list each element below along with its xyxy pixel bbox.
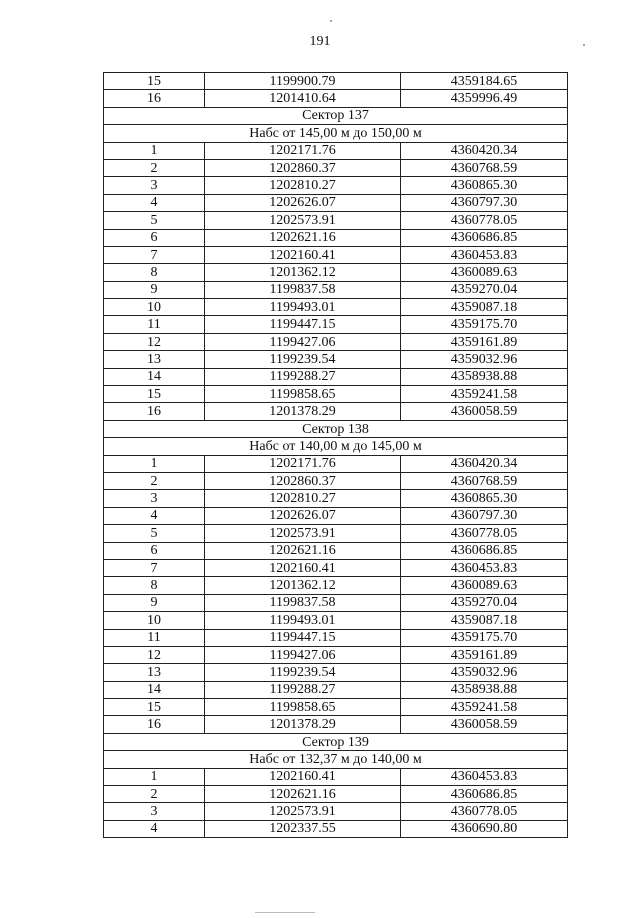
- sector-header-text: Набс от 140,00 м до 145,00 м: [104, 438, 568, 455]
- table-row: [104, 699, 568, 716]
- point-number: 3: [104, 177, 205, 194]
- point-number: 14: [104, 368, 205, 385]
- y-coordinate: 4360768.59: [401, 472, 568, 489]
- table-row: [104, 299, 568, 316]
- table-row: [104, 507, 568, 524]
- point-number: 3: [104, 803, 205, 820]
- point-number: 1: [104, 455, 205, 472]
- table-row: [104, 194, 568, 211]
- point-number: 2: [104, 472, 205, 489]
- sector-header-text: Сектор 137: [104, 107, 568, 124]
- point-number: 13: [104, 664, 205, 681]
- y-coordinate: 4360778.05: [401, 803, 568, 820]
- table-row: [104, 90, 568, 107]
- y-coordinate: 4359032.96: [401, 664, 568, 681]
- point-number: 10: [104, 299, 205, 316]
- point-number: 4: [104, 194, 205, 211]
- point-number: 2: [104, 786, 205, 803]
- sector-header-row: [104, 107, 568, 124]
- point-number: 12: [104, 333, 205, 350]
- y-coordinate: 4360690.80: [401, 820, 568, 837]
- x-coordinate: 1202160.41: [205, 246, 401, 263]
- point-number: 16: [104, 403, 205, 420]
- y-coordinate: 4360420.34: [401, 142, 568, 159]
- x-coordinate: 1202621.16: [205, 229, 401, 246]
- y-coordinate: 4359996.49: [401, 90, 568, 107]
- x-coordinate: 1202810.27: [205, 490, 401, 507]
- y-coordinate: 4360453.83: [401, 246, 568, 263]
- y-coordinate: 4359270.04: [401, 281, 568, 298]
- sector-header-text: Набс от 132,37 м до 140,00 м: [104, 751, 568, 768]
- x-coordinate: 1201378.29: [205, 716, 401, 733]
- table-row: [104, 768, 568, 785]
- y-coordinate: 4359270.04: [401, 594, 568, 611]
- y-coordinate: 4360058.59: [401, 403, 568, 420]
- y-coordinate: 4360089.63: [401, 264, 568, 281]
- table-row: [104, 177, 568, 194]
- y-coordinate: 4360865.30: [401, 177, 568, 194]
- point-number: 15: [104, 386, 205, 403]
- table-row: [104, 386, 568, 403]
- y-coordinate: 4360768.59: [401, 159, 568, 176]
- point-number: 5: [104, 212, 205, 229]
- table-row: [104, 559, 568, 576]
- point-number: 7: [104, 246, 205, 263]
- y-coordinate: 4360089.63: [401, 577, 568, 594]
- table-row: [104, 229, 568, 246]
- point-number: 13: [104, 351, 205, 368]
- y-coordinate: 4359241.58: [401, 386, 568, 403]
- point-number: 4: [104, 820, 205, 837]
- y-coordinate: 4360453.83: [401, 768, 568, 785]
- x-coordinate: 1199288.27: [205, 368, 401, 385]
- x-coordinate: 1201362.12: [205, 264, 401, 281]
- point-number: 9: [104, 281, 205, 298]
- y-coordinate: 4360686.85: [401, 786, 568, 803]
- y-coordinate: 4359032.96: [401, 351, 568, 368]
- point-number: 6: [104, 542, 205, 559]
- point-number: 15: [104, 73, 205, 90]
- x-coordinate: 1201362.12: [205, 577, 401, 594]
- table-row: [104, 403, 568, 420]
- x-coordinate: 1199493.01: [205, 612, 401, 629]
- page-number: 191: [309, 34, 331, 49]
- table-row: [104, 612, 568, 629]
- x-coordinate: 1201410.64: [205, 90, 401, 107]
- point-number: 16: [104, 90, 205, 107]
- point-number: 16: [104, 716, 205, 733]
- x-coordinate: 1199288.27: [205, 681, 401, 698]
- y-coordinate: 4359161.89: [401, 646, 568, 663]
- y-coordinate: 4360778.05: [401, 212, 568, 229]
- y-coordinate: 4359175.70: [401, 629, 568, 646]
- point-number: 5: [104, 525, 205, 542]
- y-coordinate: 4359161.89: [401, 333, 568, 350]
- x-coordinate: 1199239.54: [205, 664, 401, 681]
- x-coordinate: 1199900.79: [205, 73, 401, 90]
- sector-header-row: [104, 420, 568, 437]
- table-row: [104, 786, 568, 803]
- table-row: [104, 594, 568, 611]
- table-row: [104, 264, 568, 281]
- sector-header-text: Сектор 139: [104, 733, 568, 750]
- x-coordinate: 1202160.41: [205, 768, 401, 785]
- scan-speck: [255, 912, 315, 913]
- x-coordinate: 1201378.29: [205, 403, 401, 420]
- x-coordinate: 1202626.07: [205, 194, 401, 211]
- y-coordinate: 4360686.85: [401, 542, 568, 559]
- scan-speck: [583, 44, 585, 46]
- table-row: [104, 716, 568, 733]
- sector-header-row: [104, 125, 568, 142]
- y-coordinate: 4360453.83: [401, 559, 568, 576]
- x-coordinate: 1202621.16: [205, 542, 401, 559]
- table-row: [104, 525, 568, 542]
- point-number: 6: [104, 229, 205, 246]
- x-coordinate: 1199837.58: [205, 281, 401, 298]
- point-number: 2: [104, 159, 205, 176]
- point-number: 8: [104, 264, 205, 281]
- table-row: [104, 577, 568, 594]
- table-row: [104, 281, 568, 298]
- coordinates-table-body: [104, 73, 568, 838]
- table-row: [104, 316, 568, 333]
- x-coordinate: 1202626.07: [205, 507, 401, 524]
- table-row: [104, 73, 568, 90]
- x-coordinate: 1202573.91: [205, 212, 401, 229]
- table-row: [104, 803, 568, 820]
- y-coordinate: 4360797.30: [401, 194, 568, 211]
- x-coordinate: 1199447.15: [205, 316, 401, 333]
- table-row: [104, 472, 568, 489]
- y-coordinate: 4360420.34: [401, 455, 568, 472]
- x-coordinate: 1202337.55: [205, 820, 401, 837]
- point-number: 11: [104, 629, 205, 646]
- table-row: [104, 351, 568, 368]
- y-coordinate: 4359184.65: [401, 73, 568, 90]
- y-coordinate: 4360058.59: [401, 716, 568, 733]
- table-row: [104, 820, 568, 837]
- x-coordinate: 1199427.06: [205, 646, 401, 663]
- y-coordinate: 4360778.05: [401, 525, 568, 542]
- table-row: [104, 212, 568, 229]
- point-number: 11: [104, 316, 205, 333]
- x-coordinate: 1202573.91: [205, 803, 401, 820]
- x-coordinate: 1199858.65: [205, 699, 401, 716]
- x-coordinate: 1199837.58: [205, 594, 401, 611]
- y-coordinate: 4360865.30: [401, 490, 568, 507]
- table-row: [104, 681, 568, 698]
- x-coordinate: 1199239.54: [205, 351, 401, 368]
- x-coordinate: 1199447.15: [205, 629, 401, 646]
- x-coordinate: 1202171.76: [205, 142, 401, 159]
- sector-header-row: [104, 438, 568, 455]
- sector-header-row: [104, 733, 568, 750]
- table-row: [104, 368, 568, 385]
- y-coordinate: 4360686.85: [401, 229, 568, 246]
- table-row: [104, 664, 568, 681]
- y-coordinate: 4358938.88: [401, 681, 568, 698]
- x-coordinate: 1199493.01: [205, 299, 401, 316]
- x-coordinate: 1199427.06: [205, 333, 401, 350]
- y-coordinate: 4359175.70: [401, 316, 568, 333]
- y-coordinate: 4359087.18: [401, 612, 568, 629]
- point-number: 4: [104, 507, 205, 524]
- y-coordinate: 4359241.58: [401, 699, 568, 716]
- table-row: [104, 629, 568, 646]
- sector-header-text: Набс от 145,00 м до 150,00 м: [104, 125, 568, 142]
- x-coordinate: 1202860.37: [205, 472, 401, 489]
- point-number: 1: [104, 142, 205, 159]
- point-number: 15: [104, 699, 205, 716]
- x-coordinate: 1202171.76: [205, 455, 401, 472]
- point-number: 3: [104, 490, 205, 507]
- coordinates-table: [103, 72, 568, 838]
- point-number: 9: [104, 594, 205, 611]
- x-coordinate: 1199858.65: [205, 386, 401, 403]
- point-number: 8: [104, 577, 205, 594]
- point-number: 7: [104, 559, 205, 576]
- x-coordinate: 1202621.16: [205, 786, 401, 803]
- point-number: 10: [104, 612, 205, 629]
- y-coordinate: 4358938.88: [401, 368, 568, 385]
- y-coordinate: 4360797.30: [401, 507, 568, 524]
- y-coordinate: 4359087.18: [401, 299, 568, 316]
- table-row: [104, 142, 568, 159]
- sector-header-text: Сектор 138: [104, 420, 568, 437]
- x-coordinate: 1202573.91: [205, 525, 401, 542]
- table-row: [104, 333, 568, 350]
- point-number: 14: [104, 681, 205, 698]
- table-row: [104, 542, 568, 559]
- sector-header-row: [104, 751, 568, 768]
- table-row: [104, 646, 568, 663]
- x-coordinate: 1202860.37: [205, 159, 401, 176]
- scan-speck: [330, 20, 332, 22]
- x-coordinate: 1202160.41: [205, 559, 401, 576]
- point-number: 1: [104, 768, 205, 785]
- table-row: [104, 246, 568, 263]
- table-row: [104, 455, 568, 472]
- table-row: [104, 159, 568, 176]
- table-row: [104, 490, 568, 507]
- point-number: 12: [104, 646, 205, 663]
- x-coordinate: 1202810.27: [205, 177, 401, 194]
